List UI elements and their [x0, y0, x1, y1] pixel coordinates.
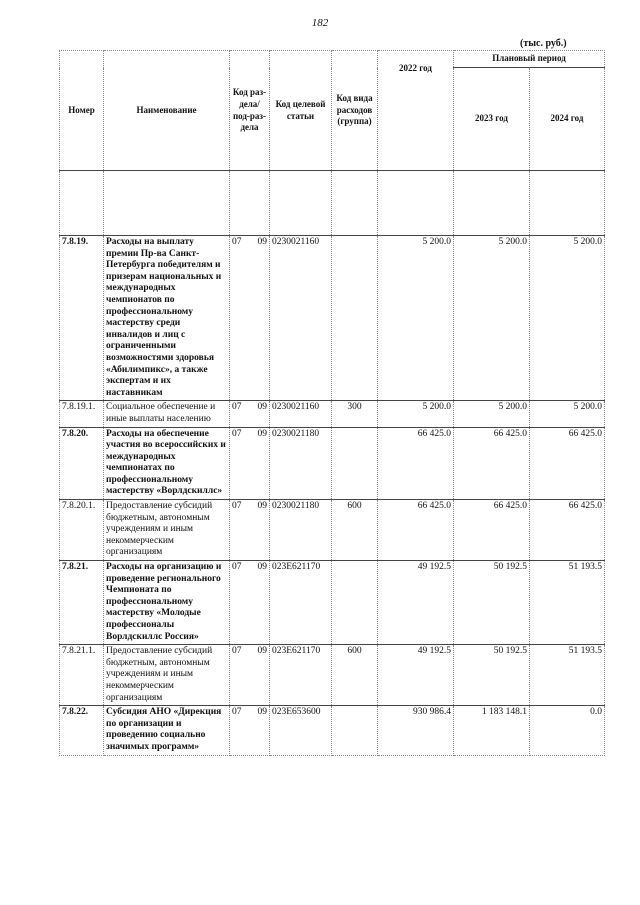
row-name: Расходы на обеспечение участия во всероссийских и международных чемпионатах по профессиональному мастерству «Ворлдскиллс»	[104, 427, 230, 500]
row-expense-type: 600	[332, 645, 378, 706]
row-expense-type	[332, 706, 378, 755]
row-name: Предоставление субсидий бюджетным, автономным учреждениям и иным некоммерческим организациям	[104, 645, 230, 706]
table-row	[60, 427, 605, 500]
units-label: (тыс. руб.)	[520, 38, 567, 49]
row-name: Субсидия АНО «Дирекция по организации и проведению социально значимых программ»	[104, 706, 230, 755]
header-expense-type: Код вида расходов (группа)	[332, 51, 378, 171]
row-razdel-subsection: 09	[257, 646, 267, 657]
row-amount-2022: 930 986.4	[378, 706, 454, 755]
row-amount-2022: 5 200.0	[378, 401, 454, 427]
row-number: 7.8.22.	[60, 706, 104, 755]
row-expense-type: 300	[332, 401, 378, 427]
row-amount-2024: 51 193.5	[530, 645, 605, 706]
row-number: 7.8.21.1.	[60, 645, 104, 706]
row-razdel-subsection: 09	[257, 501, 267, 512]
row-article: 023Е621170	[270, 645, 332, 706]
row-amount-2024: 5 200.0	[530, 236, 605, 401]
row-razdel-section: 07	[232, 428, 242, 439]
row-name: Расходы на организацию и проведение регионального Чемпионата по профессиональному мастерству «Молодые профессионалы Ворлдскиллс Россия»	[104, 561, 230, 645]
row-amount-2022: 49 192.5	[378, 561, 454, 645]
row-amount-2024: 5 200.0	[530, 401, 605, 427]
header-year-2022: 2022 год	[378, 51, 454, 171]
row-amount-2024: 51 193.5	[530, 561, 605, 645]
table-row	[60, 401, 605, 427]
row-number: 7.8.20.1.	[60, 500, 104, 561]
row-razdel	[230, 561, 270, 645]
page-number: 182	[311, 17, 329, 29]
row-amount-2023: 5 200.0	[454, 236, 530, 401]
row-amount-2024: 66 425.0	[530, 500, 605, 561]
row-razdel-section: 07	[232, 402, 242, 413]
row-razdel-subsection: 09	[257, 562, 267, 573]
row-razdel	[230, 645, 270, 706]
header-razdel: Код раз-дела/ под-раз-дела	[230, 51, 270, 171]
table-row	[60, 561, 605, 645]
row-razdel	[230, 500, 270, 561]
row-article: 023Е621170	[270, 561, 332, 645]
row-expense-type: 600	[332, 500, 378, 561]
row-razdel-section: 07	[232, 237, 242, 247]
row-amount-2024: 66 425.0	[530, 427, 605, 500]
row-razdel-subsection: 09	[257, 237, 267, 247]
row-razdel-subsection: 09	[257, 707, 267, 718]
row-amount-2022: 66 425.0	[378, 427, 454, 500]
row-expense-type	[332, 427, 378, 500]
table-row	[60, 706, 605, 755]
header-year-2023: 2023 год	[454, 68, 530, 171]
row-razdel-subsection: 09	[257, 402, 267, 413]
spacer-row	[60, 171, 605, 236]
header-number: Номер	[60, 51, 104, 171]
row-amount-2023: 5 200.0	[454, 401, 530, 427]
row-amount-2022: 66 425.0	[378, 500, 454, 561]
row-amount-2024: 0.0	[530, 706, 605, 755]
row-razdel-section: 07	[232, 646, 242, 657]
row-razdel	[230, 236, 270, 401]
row-amount-2023: 50 192.5	[454, 561, 530, 645]
row-number: 7.8.19.	[60, 236, 104, 401]
row-number: 7.8.21.	[60, 561, 104, 645]
table-row	[60, 236, 605, 401]
row-razdel	[230, 427, 270, 500]
row-amount-2023: 66 425.0	[454, 427, 530, 500]
row-razdel-subsection: 09	[257, 428, 267, 439]
header-year-2024: 2024 год	[530, 68, 605, 171]
row-number: 7.8.20.	[60, 427, 104, 500]
row-razdel	[230, 401, 270, 427]
row-razdel-section: 07	[232, 562, 242, 573]
row-amount-2023: 1 183 148.1	[454, 706, 530, 755]
row-amount-2023: 66 425.0	[454, 500, 530, 561]
row-name: Предоставление субсидий бюджетным, автономным учреждениям и иным некоммерческим организациям	[104, 500, 230, 561]
row-razdel	[230, 706, 270, 755]
row-razdel-section: 07	[232, 707, 242, 718]
row-razdel-section: 07	[232, 501, 242, 512]
row-article: 0230021180	[270, 427, 332, 500]
row-name: Расходы на выплату премии Пр-ва Санкт-Петербурга победителям и призерам национальных и международных чемпионатов по профессиональному мастерству среди инвалидов и лиц с ограниченными возможностями здоровья «Абилимпикс», а также экспертам и их наставникам	[104, 236, 230, 401]
row-article: 0230021160	[270, 401, 332, 427]
header-article: Код целевой статьи	[270, 51, 332, 171]
row-article: 0230021180	[270, 500, 332, 561]
row-amount-2022: 49 192.5	[378, 645, 454, 706]
table-row	[60, 645, 605, 706]
table-row	[60, 500, 605, 561]
row-number: 7.8.19.1.	[60, 401, 104, 427]
header-name: Наименование	[104, 51, 230, 171]
row-amount-2022: 5 200.0	[378, 236, 454, 401]
row-name: Социальное обеспечение и иные выплаты населению	[104, 401, 230, 427]
header-plan-period: Плановый период	[454, 51, 605, 68]
budget-table	[59, 50, 605, 756]
row-amount-2023: 50 192.5	[454, 645, 530, 706]
row-expense-type	[332, 561, 378, 645]
row-article: 023Е653600	[270, 706, 332, 755]
row-article: 0230021160	[270, 236, 332, 401]
row-expense-type	[332, 236, 378, 401]
